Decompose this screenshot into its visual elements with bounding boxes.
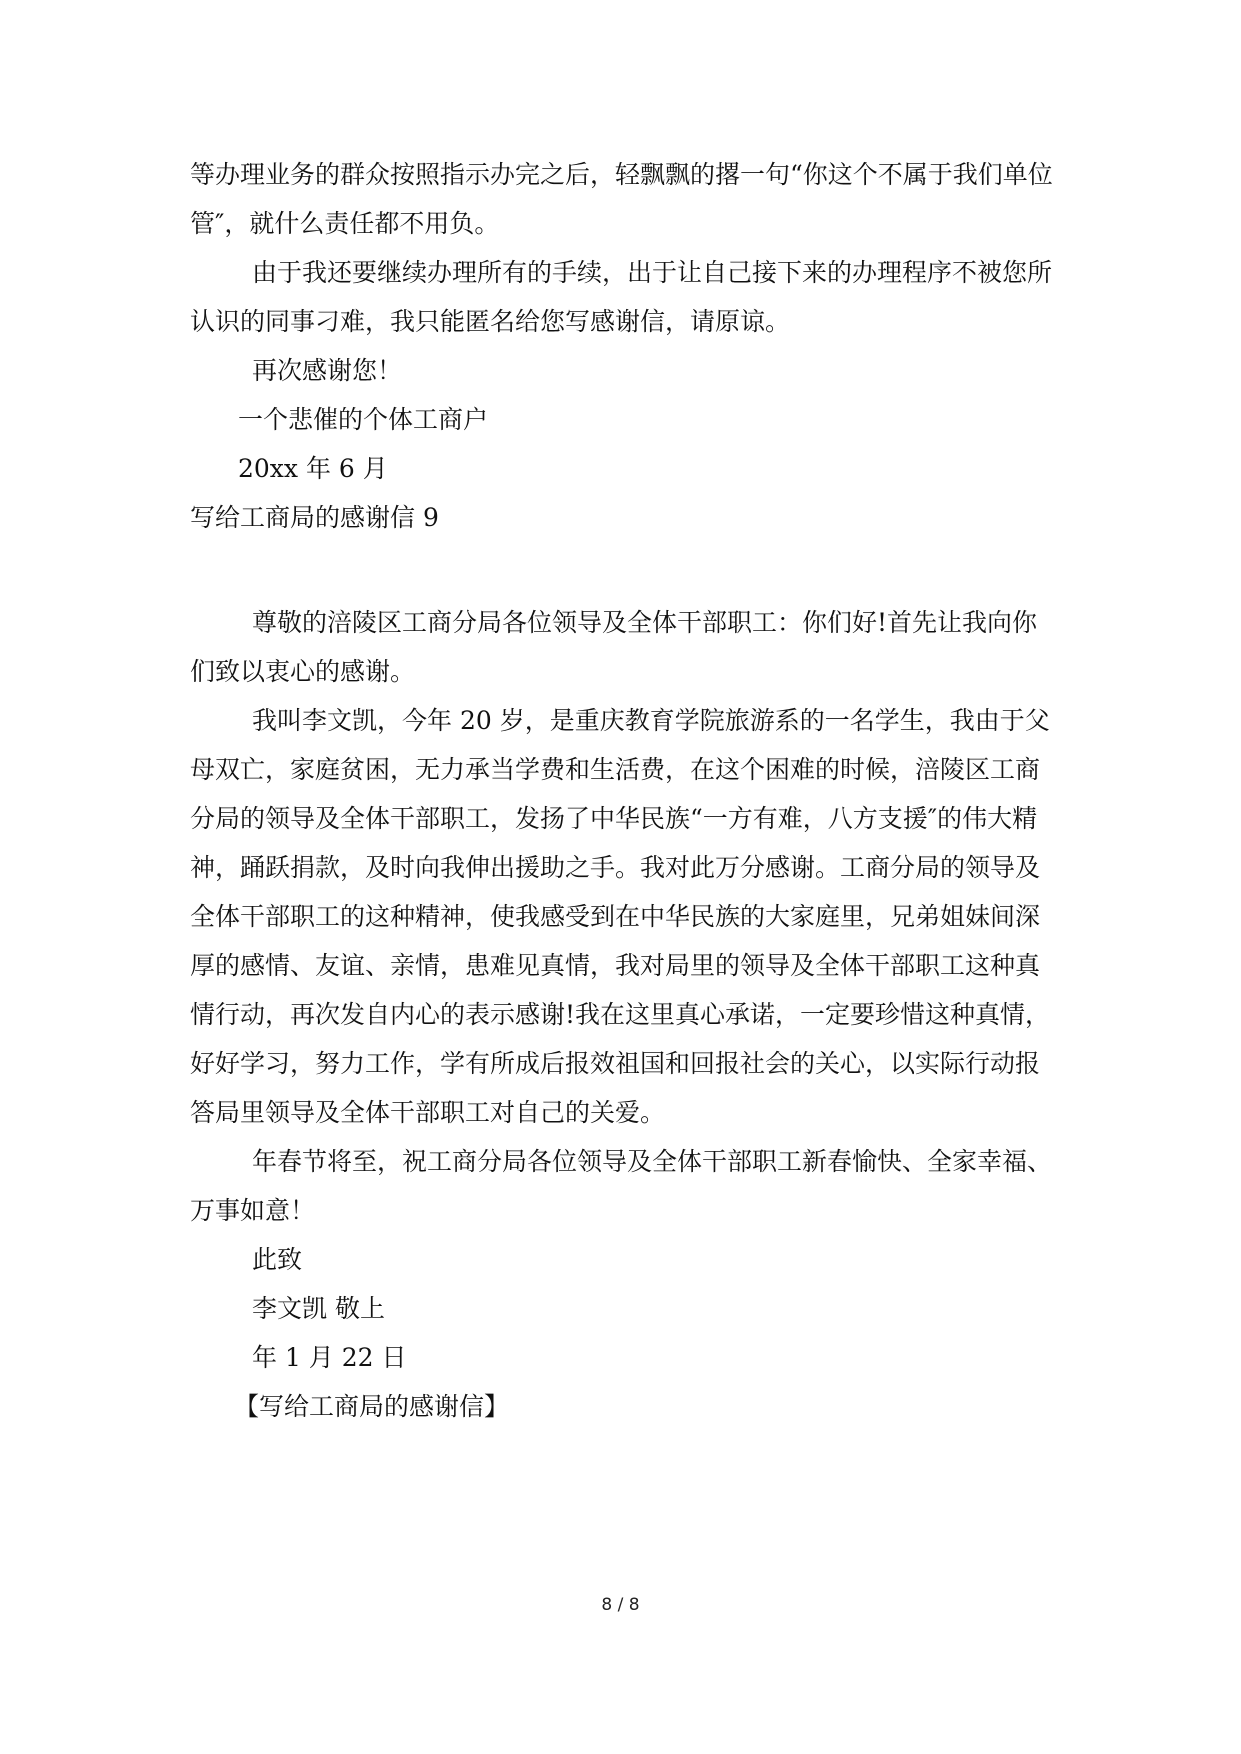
date-first-letter: 20xx 年 6 月 xyxy=(238,454,388,483)
thanks-again: 再次感谢您！ xyxy=(252,356,403,385)
greeting-paragraph: 尊敬的涪陵区工商分局各位领导及全体干部职工：你们好!首先让我向你们致以衷心的感谢。 xyxy=(190,608,1038,686)
body-paragraph-wishes: 年春节将至，祝工商分局各位领导及全体干部职工新春愉快、全家幸福、万事如意！ xyxy=(190,1147,1053,1225)
body-paragraph-main: 我叫李文凯，今年 20 岁，是重庆教育学院旅游系的一名学生，我由于父母双亡，家庭贫困，无力承当学费和生活费，在这个困难的时候，涪陵区工商分局的领导及全体干部职工，发扬了中华民族“一方有难，八方支援″的伟大精神，踊跃捐款，及时向我伸出援助之手。我对此万分感谢。工商分局的领导及全体干部职工的这种精神，使我感受到在中华民族的大家庭里，兄弟姐妹间深厚的感情、友谊、亲情，患难见真情，我对局里的领导及全体干部职工这种真情行动，再次发自内心的表示感谢!我在这里真心承诺，一定要珍惜这种真情，好好学习，努力工作，学有所成后报效祖国和回报社会的关心，以实际行动报答局里领导及全体干部职工对自己的关爱。 xyxy=(190,706,1051,1127)
date-second-letter: 年 1 月 22 日 xyxy=(252,1343,407,1372)
document-body xyxy=(190,150,1060,1431)
page-number: 8 / 8 xyxy=(601,1595,640,1615)
spacer xyxy=(190,542,1060,598)
paragraph-anonymous: 由于我还要继续办理所有的手续，出于让自己接下来的办理程序不被您所认识的同事刁难，我只能匿名给您写感谢信，请原谅。 xyxy=(190,258,1053,336)
signature-individual: 一个悲催的个体工商户 xyxy=(238,405,489,434)
closing-salutation: 此致 xyxy=(252,1245,303,1274)
letter-title-9: 写给工商局的感谢信 9 xyxy=(190,503,439,532)
document-tag: 【写给工商局的感谢信】 xyxy=(234,1392,510,1421)
paragraph-continuation: 等办理业务的群众按照指示办完之后，轻飘飘的撂一句“你这个不属于我们单位管″，就什么责任都不用负。 xyxy=(190,160,1053,238)
signature-student: 李文凯 敬上 xyxy=(252,1294,385,1323)
